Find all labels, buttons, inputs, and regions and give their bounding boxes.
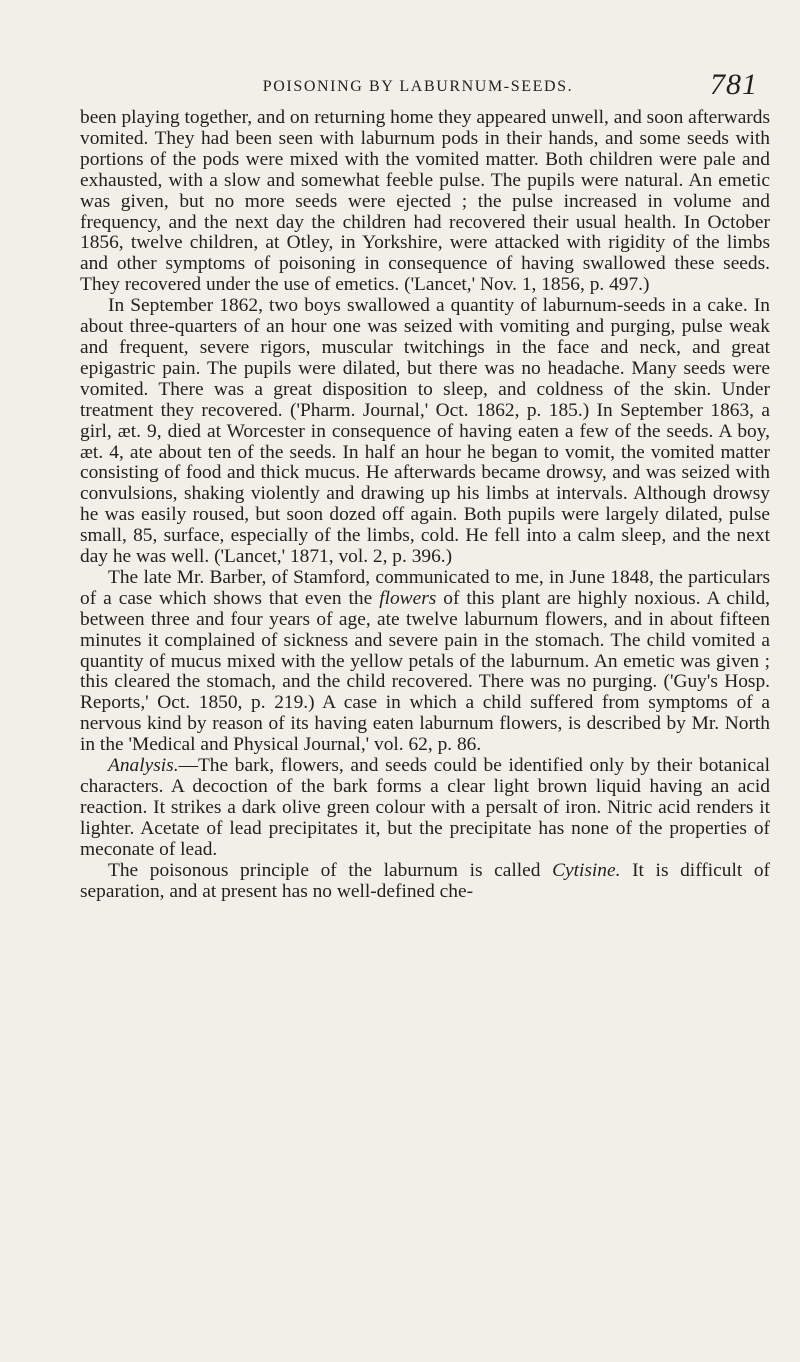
paragraph-4 <box>80 756 770 861</box>
running-head <box>60 68 776 108</box>
body-text <box>80 108 770 902</box>
emphasis-flowers: flowers <box>379 587 437 609</box>
emphasis-cytisine: Cytisine. <box>552 859 621 881</box>
running-title: POISONING BY LABURNUM-SEEDS. <box>262 78 574 95</box>
paragraph-5 <box>80 861 770 903</box>
page-number: 781 <box>710 68 758 101</box>
paragraph-5-before: The poisonous principle of the laburnum is called <box>108 859 553 881</box>
paragraph-3-before: The late Mr. Barber, of Stamford, communicated to me, in June 1848, the particulars of a case which shows that even the <box>80 566 770 609</box>
paragraph-1: been playing together, and on returning home they appeared unwell, and soon afterwards vomited. They had been seen with laburnum pods in their hands, and some seeds with portions of the pods were mixed with the vomited matter. Both children were pale and exhausted, with a slow and somewhat feeble pulse. The pupils were natural. An emetic was given, but no more seeds were ejected ; the pulse increased in volume and frequency, and the next day the children had recovered their usual health. In October 1856, twelve children, at Otley, in Yorkshire, were attacked with rigidity of the limbs and other symptoms of poisoning in consequence of having swallowed these seeds. They recovered under the use of emetics. ('Lancet,' Nov. 1, 1856, p. 497.) <box>80 107 770 296</box>
paragraph-2: In September 1862, two boys swallowed a quantity of laburnum-seeds in a cake. In about three-quarters of an hour one was seized with vomiting and purging, pulse weak and frequent, severe rigors, muscular twitchings in the face and neck, and great epigastric pain. The pupils were dilated, but there was no headache. Many seeds were vomited. There was a great disposition to sleep, and coldness of the skin. Under treatment they recovered. ('Pharm. Journal,' Oct. 1862, p. 185.) In September 1863, a girl, æt. 9, died at Worcester in consequence of having eaten a few of the seeds. A boy, æt. 4, ate about ten of the seeds. In half an hour he began to vomit, the vomited matter consisting of food and thick mucus. He afterwards became drowsy, and was seized with convulsions, shaking violently and drawing up his limbs at intervals. Although drowsy he was easily roused, but soon dozed off again. Both pupils were largely dilated, pulse small, 85, surface, especially of the limbs, cold. He fell into a calm sleep, and the next day he was well. ('Lancet,' 1871, vol. 2, p. 396.) <box>80 295 770 568</box>
paragraph-3 <box>80 568 770 756</box>
section-lead-analysis: Analysis. <box>108 755 179 777</box>
paragraph-5-after: It is difficult of separation, and at present has no well-defined che- <box>80 859 770 902</box>
paragraph-3-after: of this plant are highly noxious. A child, between three and four years of age, ate twelve laburnum flowers, and in about fifteen minutes it complained of sickness and severe pain in the stomach. The child vomited a quantity of mucus mixed with the yellow petals of the laburnum. An emetic was given ; this cleared the stomach, and the child recovered. There was no purging. ('Guy's Hosp. Reports,' Oct. 1850, p. 219.) A case in which a child suffered from symptoms of a nervous kind by reason of its having eaten laburnum flowers, is described by Mr. North in the 'Medical and Physical Journal,' vol. 62, p. 86. <box>80 587 771 756</box>
paragraph-4-text: —The bark, flowers, and seeds could be identified only by their botanical characters. A decoction of the bark forms a clear light brown liquid having an acid reaction. It strikes a dark olive green colour with a persalt of iron. Nitric acid renders it lighter. Acetate of lead precipitates it, but the precipitate has none of the properties of meconate of lead. <box>80 755 770 860</box>
